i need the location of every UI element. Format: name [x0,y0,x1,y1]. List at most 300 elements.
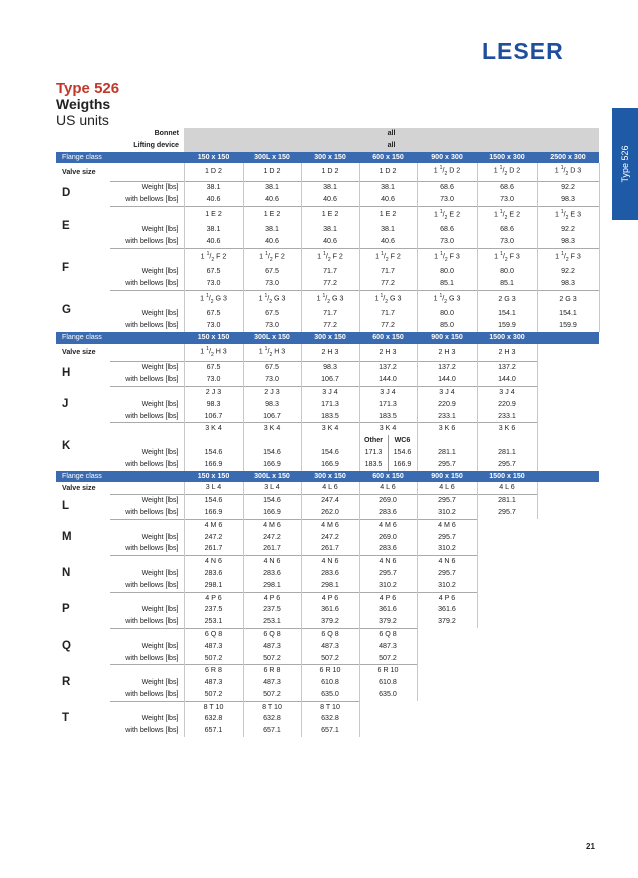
spacer [110,701,184,713]
page-subtitle: Weigths [56,96,111,112]
bellows-value: 635.0 [359,689,417,701]
weight-label: Weight [lbs] [141,399,179,408]
weight-value: 632.8 [301,713,359,725]
spacer [110,628,184,640]
valve-size: 6 R 8 [243,665,301,677]
valve-size: 1 $^1/_2$ G 3 [301,290,359,308]
table-row [56,713,599,725]
valve-size: 8 T 10 [243,701,301,713]
valve-size: 1 $^1/_2$ D 2 [417,163,477,181]
valve-size-label: Valve size [62,167,96,176]
flange-class-label: Flange class [56,471,110,483]
empty-cell [537,332,599,344]
weight-value: 220.9 [417,399,477,411]
weight-value: 487.3 [301,641,359,653]
bellows-value: 657.1 [301,725,359,737]
weight-value: 137.2 [477,362,537,374]
bellows-value: 40.6 [184,236,243,248]
valve-size: 3 L 4 [184,482,243,494]
bellows-value: 144.0 [359,374,417,386]
size-letter: E [62,220,70,233]
empty-cell [537,482,599,494]
weight-value: 171.3 [301,399,359,411]
weight-value: 283.6 [184,568,243,580]
spacer [110,435,184,447]
weight-value: 38.1 [301,181,359,193]
weight-value: 632.8 [184,713,243,725]
weights-table [56,128,600,737]
weight-value: 98.3 [243,399,301,411]
bellows-value: 106.7 [243,411,301,423]
flange-class: 900 x 300 [417,152,477,164]
weight-value: 154.6 [184,447,243,459]
valve-size: 1 $^1/_2$ F 3 [417,248,477,266]
empty-cell [417,713,477,725]
table-row [56,447,599,459]
table-row [56,507,599,519]
valve-size: 1 $^1/_2$ D 2 [477,163,537,181]
empty-cell [477,689,537,701]
table-row [56,532,599,544]
flange-class-spacer [110,332,184,344]
spacer [110,592,184,604]
bellows-label: with bellows [lbs] [125,459,179,468]
table-row [56,592,599,604]
weight-value: 295.7 [417,568,477,580]
valve-size: 3 J 4 [301,386,359,398]
valve-size: 3 K 6 [477,423,537,435]
table-row [56,128,599,140]
size-letter: L [62,500,70,513]
table-row [56,140,599,152]
bellows-label: with bellows [lbs] [125,653,179,662]
weight-value: 487.3 [359,641,417,653]
bellows-value: 73.0 [243,320,301,332]
bellows-label: with bellows [lbs] [125,580,179,589]
table-row [56,677,599,689]
weight-value: 92.2 [537,266,599,278]
bellows-value: 159.9 [537,320,599,332]
weight-value: 247.2 [243,532,301,544]
weight-value: 247.2 [301,532,359,544]
empty-cell [537,556,599,568]
bellows-value: 85.0 [417,320,477,332]
empty-cell [537,568,599,580]
weight-value: 154.6 [184,495,243,507]
empty-cell [477,543,537,555]
bellows-value: 283.6 [359,543,417,555]
flange-class: 300L x 150 [243,471,301,483]
table-row [56,519,599,531]
bellows-value: 183.5 [301,411,359,423]
weight-value: 154.6 [243,447,301,459]
weight-value: 67.5 [243,308,301,320]
valve-size: 1 $^1/_2$ G 3 [243,290,301,308]
valve-size: 8 T 10 [301,701,359,713]
bellows-value: 166.9 [243,507,301,519]
bellows-value: 261.7 [243,543,301,555]
empty-cell [477,616,537,628]
weight-label: Weight [lbs] [141,714,179,723]
bellows-value: 77.2 [359,320,417,332]
valve-size: 1 D 2 [243,163,301,181]
size-letter: G [62,304,71,317]
bellows-value: 310.2 [417,507,477,519]
bellows-value: 261.7 [301,543,359,555]
bellows-value: 159.9 [477,320,537,332]
valve-size: 4 M 6 [301,519,359,531]
header-label: Bonnet [56,128,184,140]
empty-cell [537,399,599,411]
table-row [56,163,599,181]
bellows-value: 507.2 [243,653,301,665]
valve-size: 4 P 6 [301,592,359,604]
header-value: all [184,128,599,140]
table-row [56,320,599,332]
valve-size: 1 $^1/_2$ E 2 [417,206,477,224]
spacer [110,344,184,362]
bellows-value: 40.6 [243,236,301,248]
empty-cell [537,386,599,398]
empty-cell [537,374,599,386]
weight-value: 68.6 [417,224,477,236]
weight-value: 610.8 [301,677,359,689]
valve-size: 1 D 2 [301,163,359,181]
table-row [56,290,599,308]
size-letter: D [62,186,71,199]
valve-size: 2 H 3 [359,344,417,362]
weight-value: 247.4 [301,495,359,507]
weight-value: 92.2 [537,181,599,193]
bellows-label: with bellows [lbs] [125,375,179,384]
empty-cell [477,641,537,653]
bellows-value: 106.7 [184,411,243,423]
empty-cell [537,435,599,447]
empty-cell [537,580,599,592]
weight-value: 361.6 [417,604,477,616]
weight-label: Weight [lbs] [141,447,179,456]
weight-value: 137.2 [359,362,417,374]
empty-cell [477,556,537,568]
weight-label: Weight [lbs] [110,495,184,507]
weight-value: 487.3 [243,677,301,689]
bellows-value: 73.0 [417,194,477,206]
bellows-value: 73.0 [243,278,301,290]
bellows-value: 295.7 [477,507,537,519]
valve-size: 4 M 6 [417,519,477,531]
table-row [56,411,599,423]
valve-size: 1 $^1/_2$ G 3 [359,290,417,308]
valve-size: 6 R 10 [359,665,417,677]
weight-value: 281.1 [417,447,477,459]
bellows-label: with bellows [lbs] [125,236,179,245]
table-row [56,181,599,193]
weight-value: 361.6 [359,604,417,616]
bellows-value: 73.0 [184,374,243,386]
bellows-value: 77.2 [359,278,417,290]
weight-value: 154.6 [243,495,301,507]
empty-cell [537,344,599,362]
bellows-value: 310.2 [359,580,417,592]
empty-cell [477,653,537,665]
weight-value: 269.0 [359,495,417,507]
weight-value: 71.7 [359,308,417,320]
size-letter: P [62,603,70,616]
weight-value: 38.1 [243,224,301,236]
valve-size: 4 N 6 [417,556,477,568]
bellows-value: 635.0 [301,689,359,701]
empty-cell [537,447,599,459]
weight-value: 281.1 [477,495,537,507]
bellows-label: with bellows [lbs] [125,507,179,516]
empty-cell [537,592,599,604]
bellows-label: with bellows [lbs] [125,279,179,288]
spacer [110,665,184,677]
bellows-value: 77.2 [301,320,359,332]
bellows-label: with bellows [lbs] [125,544,179,553]
empty-cell [537,471,599,483]
flange-class: 1500 x 150 [477,471,537,483]
empty-cell [477,435,537,447]
weight-value: 487.3 [184,677,243,689]
valve-size: 2 H 3 [477,344,537,362]
flange-class: 900 x 150 [417,471,477,483]
valve-size: 3 K 4 [243,423,301,435]
valve-size: 4 P 6 [243,592,301,604]
weight-value: 283.6 [301,568,359,580]
valve-size: 6 Q 8 [359,628,417,640]
empty-cell [477,532,537,544]
empty-cell [477,519,537,531]
empty-cell [477,725,537,737]
bellows-value: 253.1 [243,616,301,628]
weight-value: 295.7 [417,532,477,544]
empty-cell [417,653,477,665]
size-letter: J [62,397,69,410]
table-row [56,386,599,398]
weight-value: 67.5 [184,266,243,278]
weight-value: 68.6 [477,181,537,193]
empty-cell [537,628,599,640]
table-row [56,308,599,320]
weight-value: 67.5 [243,266,301,278]
spacer [110,482,184,494]
flange-class: 150 x 150 [184,332,243,344]
bellows-value: 183.5 [359,411,417,423]
weight-value: 80.0 [417,266,477,278]
valve-size: 6 Q 8 [301,628,359,640]
valve-size: 1 $^1/_2$ F 2 [184,248,243,266]
valve-size: 4 N 6 [184,556,243,568]
empty-cell [417,665,477,677]
bellows-value: 298.1 [184,580,243,592]
empty-cell [537,519,599,531]
weight-value: 269.0 [359,532,417,544]
flange-class: 150 x 150 [184,152,243,164]
bellows-value: 40.6 [359,194,417,206]
bellows-label: with bellows [lbs] [125,617,179,626]
table-row [56,653,599,665]
weight-value: 487.3 [184,641,243,653]
valve-size: 2 H 3 [417,344,477,362]
weight-value: 171.3 154.6 [359,447,417,459]
table-row [56,495,599,507]
valve-size: 4 N 6 [359,556,417,568]
table-row [56,459,599,471]
weight-label: Weight [lbs] [141,532,179,541]
weight-value: 220.9 [477,399,537,411]
flange-class: 300L x 150 [243,332,301,344]
bellows-value: 40.6 [359,236,417,248]
empty-cell [537,507,599,519]
bellows-value: 166.9 [301,459,359,471]
empty-cell [417,677,477,689]
bellows-value: 98.3 [537,194,599,206]
flange-class-label: Flange class [56,332,110,344]
empty-cell [417,725,477,737]
table-row [56,278,599,290]
weight-value: 71.7 [301,308,359,320]
weight-value: 295.7 [359,568,417,580]
table-row [56,543,599,555]
flange-class: 600 x 150 [359,471,417,483]
table-row [56,266,599,278]
flange-class: 300 x 150 [301,152,359,164]
table-row [56,665,599,677]
valve-size: 4 L 6 [301,482,359,494]
valve-size: 6 R 8 [184,665,243,677]
table-row [56,344,599,362]
bellows-value: 73.0 [184,278,243,290]
table-row [56,641,599,653]
bellows-value: 144.0 [477,374,537,386]
flange-class: 300L x 150 [243,152,301,164]
table-row [56,194,599,206]
bellows-value: 298.1 [243,580,301,592]
valve-size: 6 Q 8 [243,628,301,640]
valve-size: 1 $^1/_2$ E 2 [477,206,537,224]
table-row [56,332,599,344]
bellows-value: 379.2 [359,616,417,628]
weight-value: 38.1 [184,224,243,236]
empty-cell [477,713,537,725]
bellows-value: 298.1 [301,580,359,592]
valve-size: 3 J 4 [359,386,417,398]
empty-cell [537,641,599,653]
valve-size: 1 $^1/_2$ F 2 [359,248,417,266]
bellows-value: 98.3 [537,236,599,248]
bellows-value: 657.1 [243,725,301,737]
valve-size: 1 $^1/_2$ G 3 [417,290,477,308]
empty-cell [184,435,243,447]
valve-size: 1 E 2 [359,206,417,224]
weight-value: 67.5 [184,362,243,374]
bellows-value: 166.9 [184,507,243,519]
empty-cell [537,362,599,374]
table-row [56,616,599,628]
bellows-value: 507.2 [301,653,359,665]
empty-cell [359,713,417,725]
valve-size: 4 M 6 [184,519,243,531]
flange-class: 900 x 150 [417,332,477,344]
weight-value: 38.1 [301,224,359,236]
valve-size: 2 G 3 [477,290,537,308]
flange-class: 300 x 150 [301,332,359,344]
weight-value: 361.6 [301,604,359,616]
spacer [110,248,184,266]
flange-class: 600 x 150 [359,332,417,344]
weight-value: 632.8 [243,713,301,725]
weight-value: 68.6 [417,181,477,193]
valve-size: 1 $^1/_2$ E 3 [537,206,599,224]
valve-size: 4 L 6 [417,482,477,494]
bellows-value: 85.1 [477,278,537,290]
spacer [110,206,184,224]
empty-cell [477,604,537,616]
valve-size: 4 L 6 [477,482,537,494]
bellows-value: 40.6 [301,236,359,248]
empty-cell [477,592,537,604]
valve-size: 3 K 4 [359,423,417,435]
bellows-label: with bellows [lbs] [125,411,179,420]
empty-cell [417,641,477,653]
valve-size: 2 H 3 [301,344,359,362]
valve-size: 1 $^1/_2$ F 2 [301,248,359,266]
valve-size: 3 K 4 [184,423,243,435]
valve-size: 4 L 6 [359,482,417,494]
empty-cell [477,628,537,640]
empty-cell [477,665,537,677]
bellows-label: with bellows [lbs] [125,321,179,330]
page-number: 21 [586,842,595,851]
bellows-value: 657.1 [184,725,243,737]
side-tab [612,108,638,220]
bellows-value: 85.1 [417,278,477,290]
bellows-value: 262.0 [301,507,359,519]
side-tab-label: Type 526 [620,145,630,183]
bellows-value: 77.2 [301,278,359,290]
size-letter: Q [62,639,71,652]
weight-label: Weight [lbs] [141,568,179,577]
bellows-value: 261.7 [184,543,243,555]
bellows-value: 310.2 [417,580,477,592]
bellows-value: 40.6 [243,194,301,206]
valve-size-label: Valve size [62,347,96,356]
bellows-value: 253.1 [184,616,243,628]
bellows-value: 233.1 [417,411,477,423]
empty-cell [537,411,599,423]
weight-value: 487.3 [243,641,301,653]
bellows-value: 295.7 [477,459,537,471]
weight-value: 67.5 [184,308,243,320]
flange-class: 150 x 150 [184,471,243,483]
weight-value: 98.3 [184,399,243,411]
empty-cell [359,701,417,713]
valve-size: 1 E 2 [184,206,243,224]
valve-size: 3 K 6 [417,423,477,435]
valve-size: 6 Q 8 [184,628,243,640]
weight-label: Weight [lbs] [141,678,179,687]
spacer [110,423,184,435]
empty-cell [537,713,599,725]
weight-value: 247.2 [184,532,243,544]
valve-size: 1 E 2 [243,206,301,224]
empty-cell [537,459,599,471]
bellows-value: 166.9 [184,459,243,471]
weight-label: Weight [lbs] [110,362,184,374]
valve-size: 4 P 6 [184,592,243,604]
valve-size: 2 J 3 [243,386,301,398]
